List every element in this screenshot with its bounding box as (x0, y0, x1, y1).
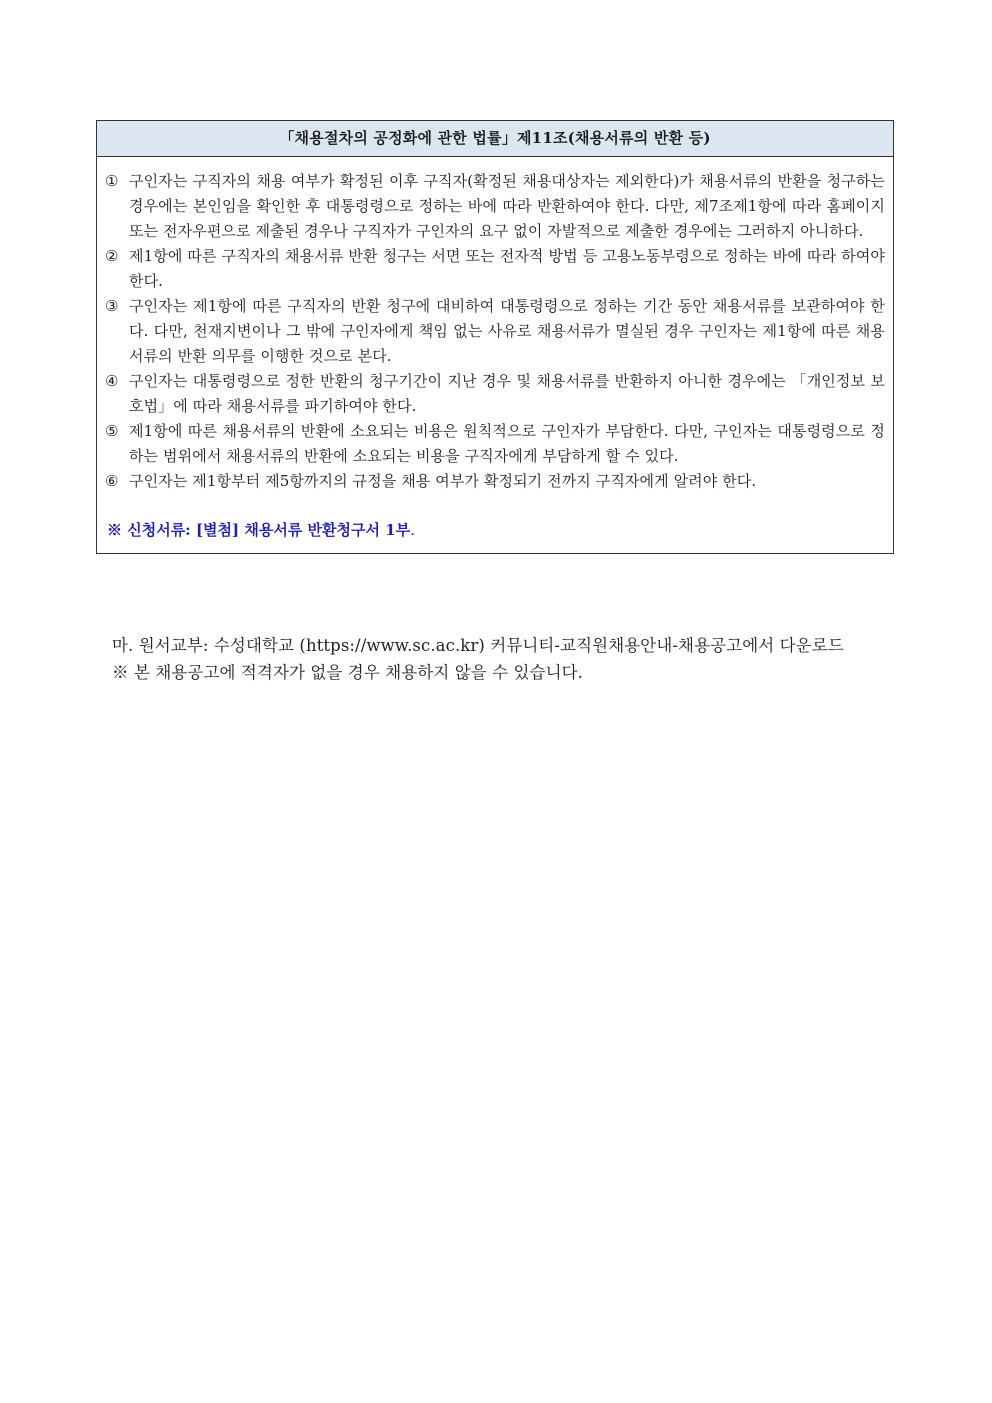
required-documents-note (105, 518, 885, 543)
law-excerpt-box (96, 120, 894, 554)
clause-number: ⑥ (105, 472, 119, 490)
law-box-title: 「채용절차의 공정화에 관한 법률」제11조(채용서류의 반환 등) (97, 121, 893, 157)
clause-number: ① (105, 172, 119, 190)
clause-text: 제1항에 따른 채용서류의 반환에 소요되는 비용은 원칙적으로 구인자가 부담한다. 다만, 구인자는 대통령령으로 정하는 범위에서 채용서류의 반환에 소요되는 비용을 구직자에게 부담하게 할 수 있다. (129, 422, 885, 465)
application-form-line: 마. 원서교부: 수성대학교 (https://www.sc.ac.kr) 커뮤니티-교직원채용안내-채용공고에서 다운로드 (112, 636, 844, 655)
clause-6 (105, 469, 885, 494)
required-documents-text: ※ 신청서류: [별첨] 채용서류 반환청구서 1부 (107, 521, 411, 539)
law-box-body (97, 157, 893, 553)
clause-4 (105, 369, 885, 419)
required-documents-period: . (410, 521, 415, 539)
clause-text: 제1항에 따른 구직자의 채용서류 반환 청구는 서면 또는 전자적 방법 등 고용노동부령으로 정하는 바에 따라 하여야 한다. (129, 247, 885, 290)
clause-number: ③ (105, 297, 119, 315)
clause-text: 구인자는 제1항부터 제5항까지의 규정을 채용 여부가 확정되기 전까지 구직자에게 알려야 한다. (129, 472, 757, 490)
clause-number: ② (105, 247, 119, 265)
clause-number: ⑤ (105, 422, 119, 440)
clause-number: ④ (105, 372, 119, 390)
clause-text: 구인자는 제1항에 따른 구직자의 반환 청구에 대비하여 대통령령으로 정하는 기간 동안 채용서류를 보관하여야 한다. 다만, 천재지변이나 그 밖에 구인자에게 책임 없는 사유로 채용서류가 멸실된 경우 구인자는 제1항에 따른 채용서류의 반환 의무를 이행한 것으로 본다. (129, 297, 885, 365)
clause-3 (105, 294, 885, 369)
clause-text: 구인자는 구직자의 채용 여부가 확정된 이후 구직자(확정된 채용대상자는 제외한다)가 채용서류의 반환을 청구하는 경우에는 본인임을 확인한 후 대통령령으로 정하는 바에 따라 반환하여야 한다. 다만, 제7조제1항에 따라 홈페이지 또는 전자우편으로 제출된 경우나 구직자가 구인자의 요구 없이 자발적으로 제출한 경우에는 그러하지 아니하다. (129, 172, 885, 240)
clause-1 (105, 169, 885, 244)
clause-2 (105, 244, 885, 294)
clause-5 (105, 419, 885, 469)
clause-text: 구인자는 대통령령으로 정한 반환의 청구기간이 지난 경우 및 채용서류를 반환하지 아니한 경우에는 「개인정보 보호법」에 따라 채용서류를 파기하여야 한다. (129, 372, 885, 415)
no-hire-notice: ※ 본 채용공고에 적격자가 없을 경우 채용하지 않을 수 있습니다. (112, 663, 584, 682)
application-info (112, 632, 902, 686)
